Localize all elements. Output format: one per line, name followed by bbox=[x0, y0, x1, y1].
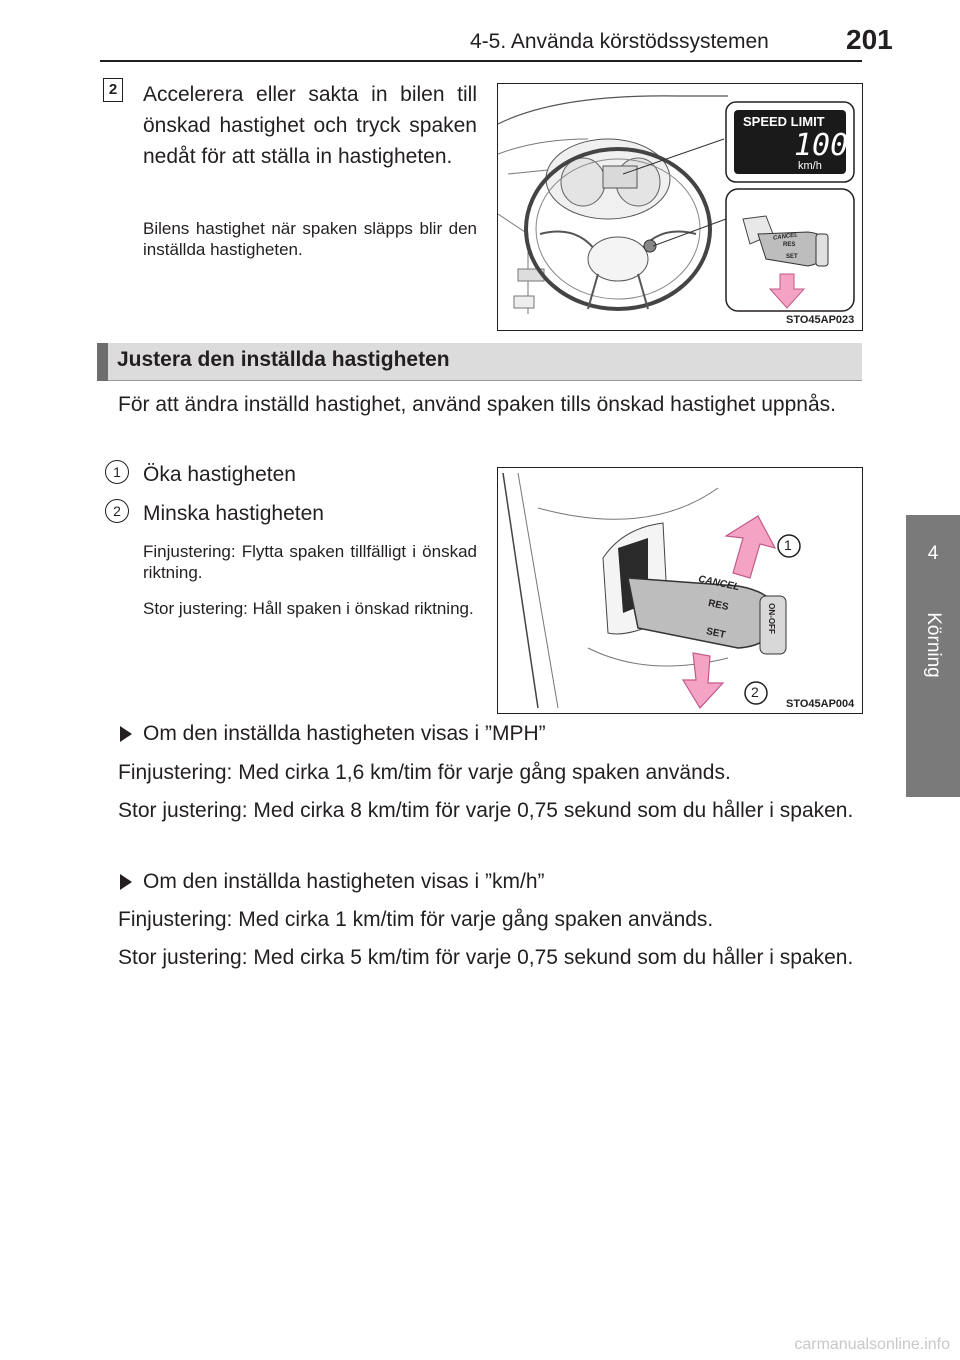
kmh-coarse: Stor justering: Med cirka 5 km/tim för varje 0,75 sekund som du håller i spaken. bbox=[118, 946, 854, 969]
figure2-code: STO45AP004 bbox=[786, 698, 855, 710]
chapter-tab-number: 4 bbox=[927, 543, 939, 564]
item-text-2: Minska hastigheten bbox=[143, 502, 324, 525]
lever-onoff-label: ON-OFF bbox=[766, 603, 776, 634]
lever-set-label: SET bbox=[786, 254, 798, 260]
page-number: 201 bbox=[846, 24, 893, 55]
speed-limit-title: SPEED LIMIT bbox=[743, 114, 825, 129]
speed-limit-unit: km/h bbox=[798, 160, 822, 172]
step-marker-2: 2 bbox=[103, 78, 123, 102]
kmh-fine: Finjustering: Med cirka 1 km/tim för varje gång spaken används. bbox=[118, 908, 714, 931]
item-marker-1: 1 bbox=[105, 460, 129, 484]
kmh-heading: Om den inställda hastigheten visas i ”km/h” bbox=[143, 870, 545, 893]
kmh-triangle-icon bbox=[120, 874, 132, 890]
mph-triangle-icon bbox=[120, 726, 132, 742]
lever-cancel-label: CANCEL bbox=[697, 573, 741, 594]
mph-fine: Finjustering: Med cirka 1,6 km/tim för varje gång spaken används. bbox=[118, 761, 731, 784]
lever-res-label: RES bbox=[707, 597, 730, 614]
step2-note: Bilens hastighet när spaken släpps blir den inställda hastigheten. bbox=[143, 219, 477, 259]
item-text-1: Öka hastigheten bbox=[143, 463, 296, 486]
figure-lever-adjust bbox=[497, 467, 863, 714]
lever-set-label: SET bbox=[705, 626, 727, 641]
note-fine: Finjustering: Flytta spaken tillfälligt i önskad riktning. bbox=[143, 542, 477, 582]
section-heading: Justera den inställda hastigheten bbox=[117, 348, 450, 371]
note-coarse: Stor justering: Håll spaken i önskad riktning. bbox=[143, 599, 474, 618]
mph-coarse: Stor justering: Med cirka 8 km/tim för varje 0,75 sekund som du håller i spaken. bbox=[118, 799, 854, 822]
figure-dashboard-speed-limit bbox=[497, 83, 863, 331]
intro-text: För att ändra inställd hastighet, använd spaken tills önskad hastighet uppnås. bbox=[118, 393, 836, 416]
running-header-section: 4-5. Använda körstödssystemen bbox=[470, 30, 769, 53]
header-rule bbox=[100, 60, 862, 62]
speed-limit-value: 100 bbox=[794, 128, 849, 163]
chapter-tab-label: Körning bbox=[923, 612, 944, 678]
mph-heading: Om den inställda hastigheten visas i ”MPH” bbox=[143, 722, 546, 745]
lever-illustration bbox=[498, 468, 862, 713]
figure1-code: STO45AP023 bbox=[786, 314, 855, 326]
step2-text: Accelerera eller sakta in bilen till önskad hastighet och tryck spaken nedåt för att ställa in hastigheten. bbox=[143, 83, 477, 168]
watermark: carmanualsonline.info bbox=[794, 1336, 950, 1353]
lever-cancel-label: CANCEL bbox=[772, 232, 799, 242]
lever-res-label: RES bbox=[783, 242, 796, 248]
section-heading-accent bbox=[97, 343, 108, 381]
item-marker-2: 2 bbox=[105, 499, 129, 523]
callout-2: 2 bbox=[751, 684, 759, 700]
callout-1: 1 bbox=[784, 537, 792, 553]
